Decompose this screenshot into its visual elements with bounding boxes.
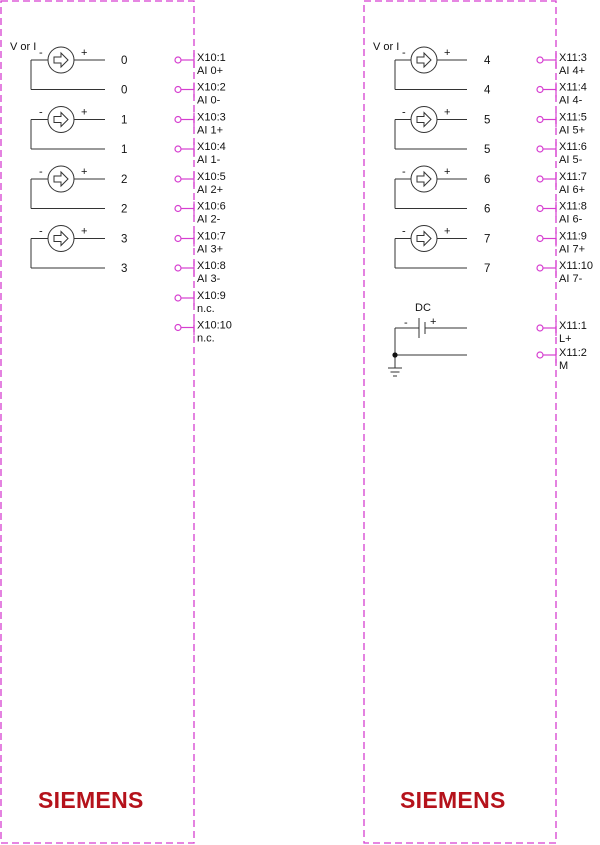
terminal-id: X10:6 (197, 200, 226, 213)
channel-number: 6 (484, 203, 491, 216)
terminal-signal: AI 2+ (197, 184, 223, 196)
left-module-supply-label: V or I (10, 41, 37, 53)
minus-sign: - (402, 47, 406, 59)
terminal-connector-icon (175, 295, 181, 301)
siemens-logo-left: SIEMENS (38, 787, 144, 813)
terminal-id: X10:1 (197, 52, 226, 64)
channel-number: 3 (121, 263, 128, 275)
channel-number: 2 (121, 174, 128, 186)
channel-4-group (395, 47, 587, 107)
terminal-power (537, 320, 587, 345)
measurement-source-icon (411, 47, 437, 73)
terminal-connector-icon (537, 236, 543, 242)
terminal-signal: AI 0+ (197, 65, 223, 77)
minus-sign: - (39, 225, 43, 238)
terminal-id: X11:6 (559, 141, 587, 153)
measurement-source-icon (411, 107, 437, 133)
plus-sign: + (444, 166, 451, 178)
terminal-connector-icon (537, 57, 543, 63)
terminal-id: X10:7 (197, 230, 226, 243)
measurement-source-icon (48, 226, 74, 252)
channel-number: 7 (484, 263, 491, 275)
arrow-icon (417, 113, 431, 127)
terminal-connector-icon (175, 206, 181, 212)
terminal-signal: AI 0- (197, 94, 221, 107)
terminal-id: X11:2 (559, 347, 587, 359)
channel-0-group (31, 47, 226, 107)
terminal-signal: AI 4+ (559, 65, 585, 77)
terminal-id: X11:7 (559, 171, 587, 183)
channel-number: 5 (484, 114, 491, 127)
dc-plus-sign: + (430, 316, 437, 328)
dc-power-supply (388, 302, 467, 376)
terminal-connector-icon (175, 146, 181, 152)
measurement-source-icon (411, 226, 437, 252)
terminal-connector-icon (537, 87, 543, 93)
terminal-minus (175, 82, 226, 107)
plus-sign: + (81, 225, 88, 238)
channel-number: 3 (121, 233, 128, 246)
arrow-icon (417, 232, 431, 246)
terminal-plus (175, 52, 226, 77)
plus-sign: + (444, 106, 451, 119)
terminal-minus (175, 201, 226, 226)
terminal-id: X11:10 (559, 260, 594, 272)
terminal-minus (175, 260, 226, 285)
terminal-id: X10:4 (197, 141, 226, 153)
terminal-id: X10:10 (197, 319, 232, 332)
terminal-signal: AI 7- (559, 273, 583, 285)
terminal-connector-icon (175, 117, 181, 123)
channel-7-group (395, 226, 593, 286)
terminal-plus (537, 52, 587, 77)
channel-6-group (395, 166, 587, 226)
channel-number: 7 (484, 233, 491, 246)
left-module (10, 41, 232, 345)
terminal-id: X10:9 (197, 290, 226, 302)
terminal-signal: AI 1- (197, 154, 221, 166)
measurement-source-icon (411, 166, 437, 192)
terminal-connector-icon (537, 117, 543, 123)
terminal-plus (537, 171, 587, 196)
terminal-signal: AI 2- (197, 213, 221, 226)
siemens-logo-right: SIEMENS (400, 787, 506, 813)
terminal-power (537, 347, 587, 372)
terminal-signal: AI 6+ (559, 184, 585, 196)
terminal-nc (175, 290, 226, 315)
terminal-plus (175, 231, 226, 256)
terminal-id: X11:1 (559, 320, 587, 332)
arrow-icon (54, 172, 68, 186)
terminal-connector-icon (175, 87, 181, 93)
arrow-icon (54, 232, 68, 246)
terminal-minus (537, 141, 587, 166)
channel-number: 1 (121, 114, 128, 127)
terminal-id: X11:3 (559, 52, 587, 64)
terminal-plus (537, 112, 587, 137)
terminal-nc (175, 320, 232, 345)
dc-junction-dot (392, 352, 397, 357)
channel-number: 1 (121, 144, 128, 156)
ground-icon (388, 368, 402, 376)
terminal-id: X11:5 (559, 111, 587, 124)
channel-1-group (31, 107, 226, 167)
measurement-source-icon (48, 107, 74, 133)
measurement-source-icon (48, 166, 74, 192)
terminal-id: X11:4 (559, 81, 587, 94)
left-module-outline (1, 1, 194, 843)
measurement-source-icon (48, 47, 74, 73)
arrow-icon (54, 53, 68, 67)
terminal-signal: AI 6- (559, 213, 583, 226)
terminal-signal: AI 4- (559, 94, 583, 107)
minus-sign: - (402, 106, 406, 119)
terminal-id: X10:8 (197, 260, 226, 272)
plus-sign: + (444, 225, 451, 238)
terminal-signal: AI 5+ (559, 124, 585, 137)
terminal-plus (175, 112, 226, 137)
arrow-icon (417, 53, 431, 67)
minus-sign: - (39, 47, 43, 59)
dc-source-label: DC (415, 302, 431, 314)
terminal-id: X11:9 (559, 230, 587, 243)
channel-number: 4 (484, 84, 491, 97)
arrow-icon (54, 113, 68, 127)
right-module-outline (364, 1, 556, 843)
terminal-minus (537, 82, 587, 107)
minus-sign: - (39, 106, 43, 119)
terminal-connector-icon (537, 325, 543, 331)
terminal-connector-icon (537, 352, 543, 358)
terminal-signal: n.c. (197, 332, 215, 345)
minus-sign: - (402, 166, 406, 178)
terminal-signal: n.c. (197, 303, 215, 315)
terminal-id: X11:8 (559, 200, 587, 213)
terminal-id: X10:3 (197, 111, 226, 124)
terminal-minus (537, 201, 587, 226)
terminal-connector-icon (175, 265, 181, 271)
channel-number: 0 (121, 84, 128, 97)
plus-sign: + (444, 47, 451, 59)
terminal-connector-icon (175, 57, 181, 63)
terminal-connector-icon (175, 176, 181, 182)
terminal-minus (175, 141, 226, 166)
terminal-connector-icon (175, 325, 181, 331)
arrow-icon (417, 172, 431, 186)
terminal-signal: AI 3+ (197, 243, 223, 256)
minus-sign: - (39, 166, 43, 178)
terminal-id: X10:5 (197, 171, 226, 183)
terminal-connector-icon (537, 206, 543, 212)
terminal-minus (537, 260, 593, 285)
terminal-signal: AI 1+ (197, 124, 223, 137)
channel-3-group (31, 226, 226, 286)
right-module-supply-label: V or I (373, 41, 400, 53)
terminal-signal: AI 7+ (559, 243, 585, 256)
dc-minus-sign: - (404, 317, 408, 329)
plus-sign: + (81, 166, 88, 178)
channel-5-group (395, 107, 587, 167)
terminal-signal: L+ (559, 333, 572, 345)
terminal-connector-icon (537, 146, 543, 152)
terminal-connector-icon (537, 176, 543, 182)
terminal-signal: M (559, 360, 569, 372)
terminal-id: X10:2 (197, 81, 226, 94)
channel-number: 6 (484, 174, 491, 186)
terminal-signal: AI 3- (197, 273, 221, 285)
minus-sign: - (402, 225, 406, 238)
terminal-connector-icon (537, 265, 543, 271)
terminal-signal: AI 5- (559, 154, 583, 166)
channel-number: 4 (484, 55, 491, 67)
channel-number: 2 (121, 203, 128, 216)
channel-2-group (31, 166, 226, 226)
terminal-connector-icon (175, 236, 181, 242)
channel-number: 0 (121, 55, 128, 67)
terminal-plus (537, 231, 587, 256)
plus-sign: + (81, 47, 88, 59)
terminal-plus (175, 171, 226, 196)
plus-sign: + (81, 106, 88, 119)
channel-number: 5 (484, 144, 491, 156)
